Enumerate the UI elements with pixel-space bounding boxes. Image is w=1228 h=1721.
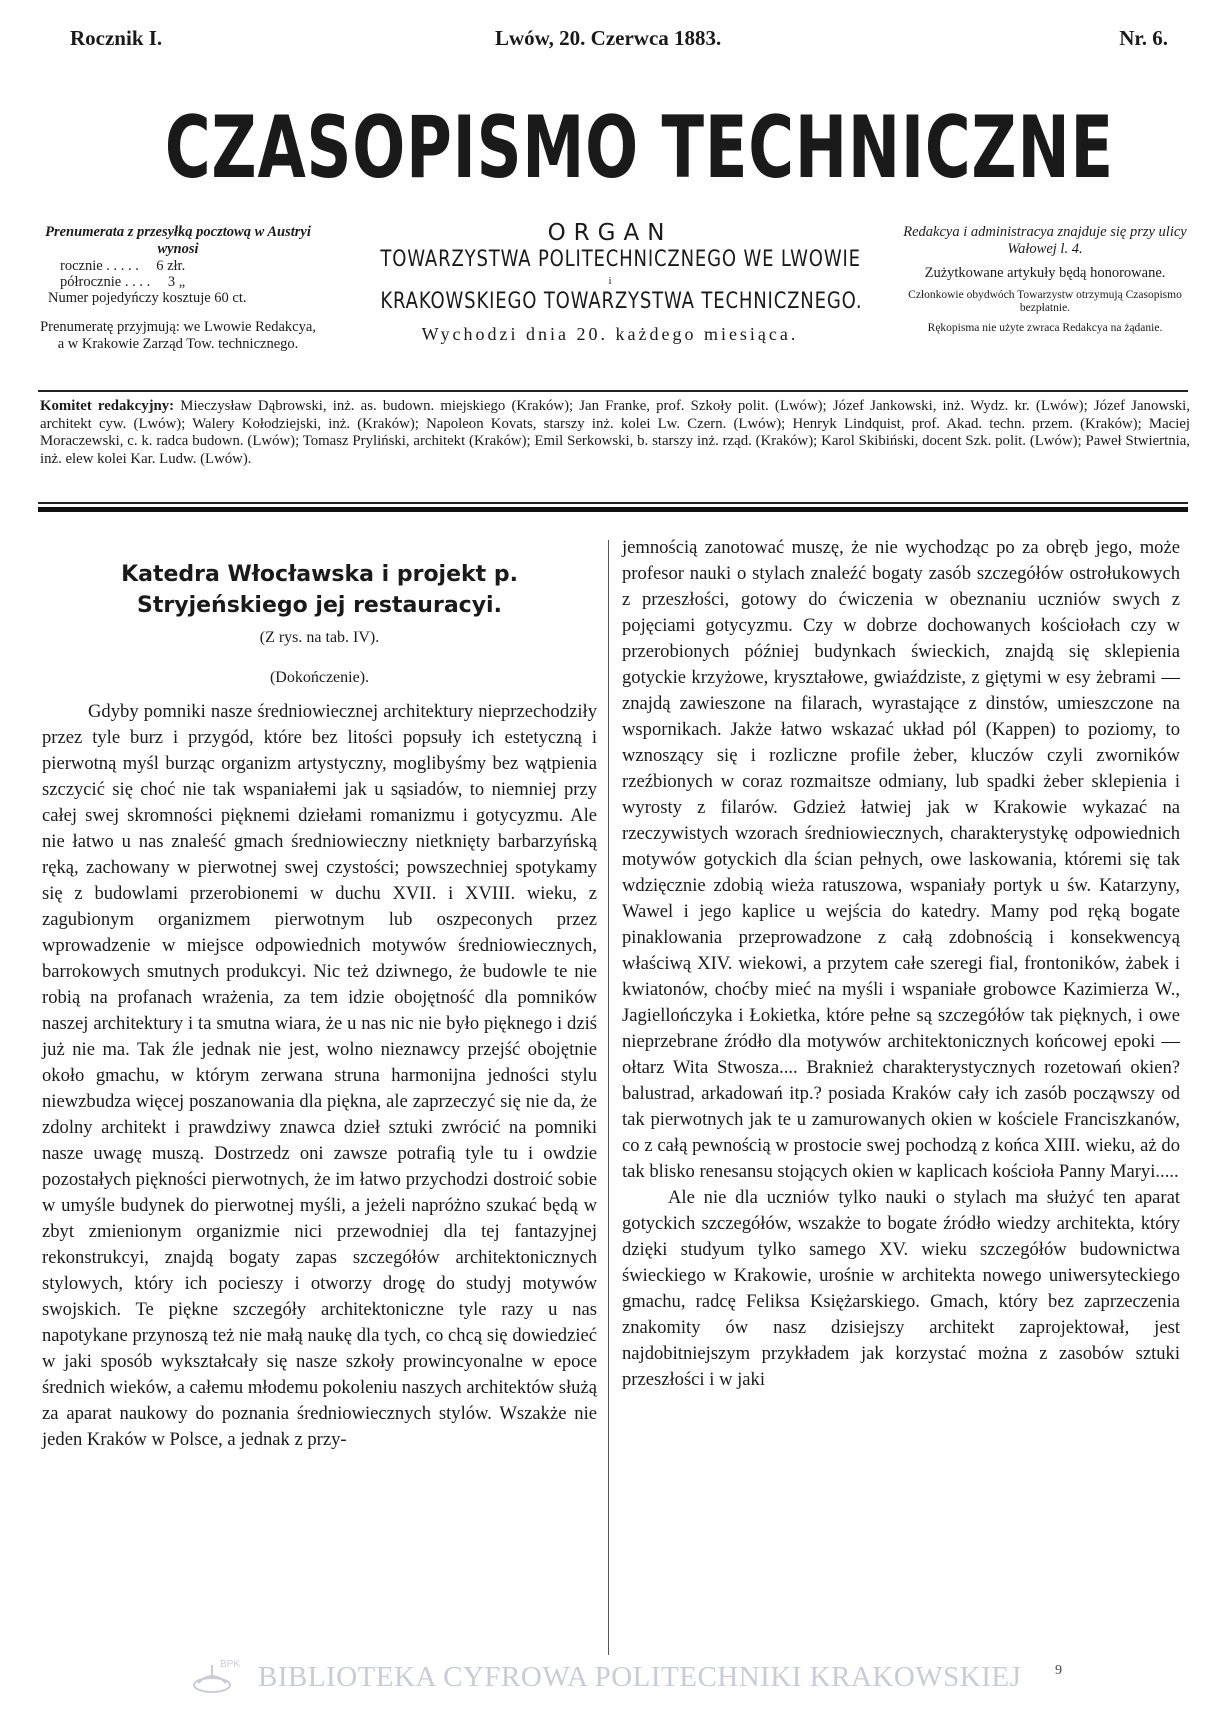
header-rule-thick — [38, 507, 1188, 512]
article-continued-note: (Dokończenie). — [269, 669, 370, 686]
paid-articles-note: Zużytkowane artykuły będą honorowane. — [924, 265, 1166, 281]
society-krakow: KRAKOWSKIEGO TOWARZYSTWA TECHNICZNEGO. — [380, 289, 863, 314]
volume-label: Rocznik I. — [70, 26, 163, 50]
single-issue-price: Numer pojedyńczy kosztuje 60 ct. — [48, 290, 247, 306]
members-note: Członkowie obydwóch Towarzystw otrzymują Czasopismo bezpłatnie. — [908, 289, 1182, 314]
society-conjunction: i — [608, 275, 612, 287]
watermark-text: BIBLIOTEKA CYFROWA POLITECHNIKI KRAKOWSKIEJ — [258, 1661, 1022, 1693]
organ-label: ORGAN — [547, 220, 673, 246]
price-period: rocznie . . . . . — [60, 258, 139, 274]
article-title: Katedra Włocławska i projekt p. Stryjeńskiego jej restauracyi. — [121, 562, 518, 618]
manuscripts-note: Rękopisma nie użyte zwraca Redakcya na żądanie. — [927, 322, 1163, 334]
committee-members: Mieczysław Dąbrowski, inż. as. budown. miejskiego (Kraków); Jan Franke, prof. Szkoły polit. (Lwów); Józef Jankowski, inż. Wydz. kr. (Lwów); Józef Janowski, architekt cyw. (Lwów); Walery Kołodziejski, inż. (Kraków); Napoleon Kovats, starszy inż. kolei Lw. Czern. (Lwów); Henryk Lindquist, prof. Akad. techn. przem. (Kraków); Maciej Moraczewski, c. k. radca budown. (Lwów); Tomasz Pryliński, architekt (Kraków); Emil Serkowski, b. starszy inż. rząd. (Kraków); Karol Skibiński, docent Szk. polit. (Lwów); Paweł Stwiertnia, inż. elew kolei Kar. Ludw. (Lwów). — [40, 398, 1190, 467]
article-column-right — [622, 535, 1180, 1393]
price-table — [60, 258, 185, 290]
column-divider — [608, 540, 609, 1655]
left-column-body — [42, 699, 597, 1453]
price-value: 3 „ — [167, 274, 186, 290]
page-number: 9 — [1055, 1663, 1062, 1678]
price-row — [60, 274, 185, 290]
right-column-body — [622, 535, 1180, 1393]
price-value: 6 złr. — [156, 258, 186, 274]
publication-schedule: Wychodzi dnia 20. każdego miesiąca. — [421, 324, 799, 344]
article-paragraph: jemnością zanotować muszę, że nie wychodząc po za obręb jego, może profesor nauki o stylach znaleźć bogaty zasób szczegółów ostrołukowych z przeszłości, gotowy do ćwiczenia w obeznaniu uczniów swych z pojęciami gotycyzmu. Czy w dobrze dochowanych kościołach czy w przerobionych później budynkach świeckich, znajdą się sklepienia gotyckie krzyżowe, kryształowe, gwiaździste, z giętymi w esy żebrami — znajdą zawieszone na filarach, wyrastające z dinstów, umieszczone na wspornikach. Jakże łatwo wskazać układ pól (Kappen) to poziomy, to wznoszący się i rozliczne profile żeber, kluczów czyli zworników rzeźbionych w coraz rozmaitsze odmiany, lub spadki żeber sklepienia i wyrosty z filarów. Gdzież łatwiej jak w Krakowie wykazać na rzeczywistych wzorach średniowiecznych, charakterystykę odpowiednich motywów gotyckich dla ścian pełnych, owe laskowania, któremi się tak wdzięcznie zdobią wieża ratuszowa, wspaniały portyk u św. Katarzyny, Wawel i jego kaplice u wejścia do katedry. Mamy pod ręką bogate pinaklowania przeprowadzone z całą zdobnością i konsekwencyą właściwą XIV. wiekowi, a przytem całe szeregi fial, frontoników, żabek i kwiatonów, choćby mieć na myśli i wspaniałe grobowce Kazimierza W., Jagiellończyka i Łokietka, które pełne są szczegółów tak pięknych, i owe nieprzebrane źródło dla motywów architektonicznych końcowej epoki — ołtarz Wita Stwosza.... Braknież charakterystycznych rozetowań okien? balustrad, arkadowań itp.? posiada Kraków cały ich zasób począwszy od tak pierwotnych jak te u zamurowanych okien w kościele Franciszkanów, co z całą pewnością w prostocie swej pochodzą z końca XIII. wieku, aż do tak blisko renesansu stojących okien w kaplicach kościoła Panny Maryi..... — [622, 537, 1180, 1182]
editorial-committee — [40, 398, 1190, 468]
issue-date: Lwów, 20. Czerwca 1883. — [495, 26, 722, 50]
article-plate-note: (Z rys. na tab. IV). — [259, 629, 380, 646]
price-row — [60, 258, 185, 274]
library-watermark — [190, 1655, 1170, 1699]
masthead-title: CZASOPISMO TECHNICZNE — [164, 98, 1114, 198]
library-logo-icon — [190, 1655, 250, 1699]
library-logo-text: BPK — [220, 1659, 241, 1670]
committee-label: Komitet redakcyjny: — [40, 398, 175, 414]
header-rule-top — [38, 390, 1188, 392]
subscription-box — [38, 224, 318, 353]
article-paragraph: Gdyby pomniki nasze średniowiecznej architektury nieprzechodziły przez tyle burz i przygód, które bez litości popsuły ich estetyczną i pierwotną myśl burząc organizm artystyczny, moglibyśmy bez wątpienia szczycić się choć nie tak wspaniałemi jak u sąsiadów, to niemniej przy całej swej skromności pięknemi dziełami romanizmu i gotycyzmu. Ale nie łatwo u nas znaleść gmach średniowieczny nietknięty barbarzyńską ręką, zachowany w pierwotnej swej czystości; powszechniej spotykamy się z budowlami przerobionemi w duchu XVII. i XVIII. wieku, z zagubionym organizmem pierwotnym lub oszpeconych przez wprowadzenie w miejsce odpowiednich motywów średniowiecznych, barrokowych smutnych produkcyi. Nic też dziwnego, że budowle te nie robią na profanach wrażenia, za tem idzie obojętność dla pomników naszej architektury i ta smutna wiara, że u nas nic nie było pięknego i dziś już nie ma. Tak źle jednak nie jest, wolno nieznawcy przejść obojętnie około gmachu, w którym zerwana struna harmonijna jedności stylu niewzbudza więcej poszanowania dla piękna, ale zaprzeczyć się nie da, że zdolny architekt i prawdziwy znawca dzieł sztuki zwrócić na pomniki nasze uwagę muszą. Dostrzedz oni zawsze potrafią tyle tu i owdzie pozostałych piękności pierwotnych, że im łatwo przychodzi dostroić sobie w umyśle budynek do pierwotnej myśli, a jeżeli napróżno szukać będą w zbyt zmienionym organizmie nici przewodniej dla tej fantazyjnej rekonstrukcyi, znajdą bogaty zapas szczegółów architektonicznych stylowych, który ich pocieszy i otworzy drogę do studyj motywów swojskich. Te piękne szczegóły architektoniczne tyle razy u nas napotykane przynoszą też nie małą naukę dla tych, co chcą się dowiedzieć w jaki sposób wykształcały się nasze szkoły prowincyonalne w epoce średnich wieków, a całemu młodemu pokoleniu naszych architektów służą za aparat naukowy do poznania średniowiecznych stylów. Wszakże nie jeden Kraków w Polsce, a jednak z przy- — [42, 701, 597, 1450]
article-paragraph: Ale nie dla uczniów tylko nauki o stylach ma służyć ten aparat gotyckich szczegółów, wszakże to bogate źródło wiedzy architekta, który dzięki studyum tylko samego XV. wieku szczegółów budownictwa świeckiego w Krakowie, urośnie w architekta nowego uniwersyteckiego gmachu, radcę Feliksa Księżarskiego. Gmach, który bez zaprzeczenia znakomity ów nasz dzisiejszy architekt zaprojektował, jest najdobitniejszym przykładem jak korzystać można z zasobów sztuki przeszłości i w jaki — [622, 1187, 1180, 1390]
issue-number: Nr. 6. — [1119, 26, 1168, 50]
header-rule-mid — [38, 502, 1188, 504]
subscribe-note: Prenumeratę przyjmują: we Lwowie Redakcya, a w Krakowie Zarząd Tow. technicznego. — [40, 319, 316, 352]
price-period: półrocznie . . . . — [60, 274, 151, 290]
top-line — [70, 26, 1168, 50]
article-column-left — [42, 559, 597, 1453]
publisher-box — [330, 220, 890, 345]
office-address: Redakcya i administracya znajduje się przy ulicy Wałowej l. 4. — [903, 224, 1187, 257]
office-box — [900, 224, 1190, 342]
society-lwow: TOWARZYSTWA POLITECHNICZNEGO WE LWOWIE — [380, 247, 861, 272]
subscription-title: Prenumerata z przesyłką pocztową w Austryi wynosi — [45, 224, 311, 257]
